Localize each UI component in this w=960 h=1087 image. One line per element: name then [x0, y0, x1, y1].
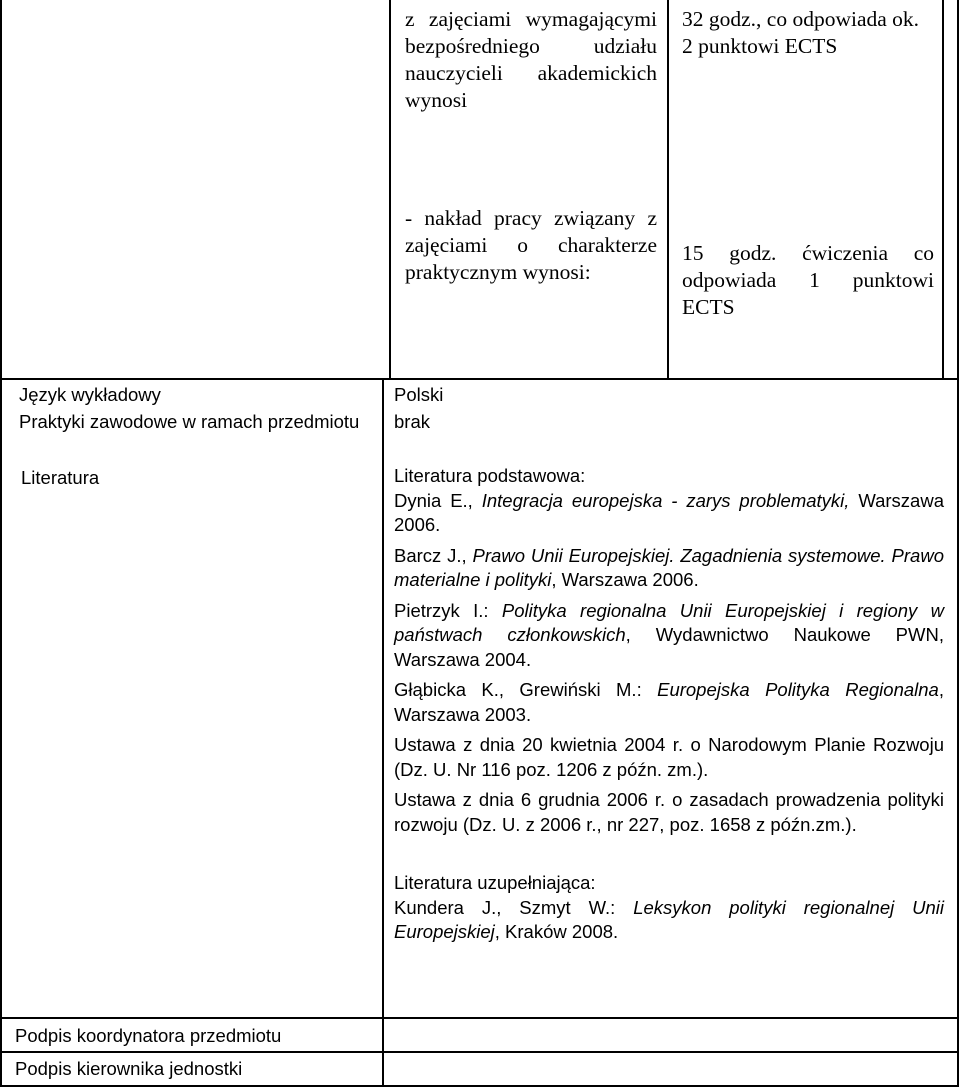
workload-direct-value: 32 godz., co odpowiada ok. 2 punktowi ECTS: [682, 7, 920, 58]
reference-author: Dynia E.,: [394, 489, 482, 511]
literature-label: Literatura: [21, 467, 100, 488]
reference-details: , Warszawa 2006.: [551, 569, 699, 590]
outer-right-border: [957, 0, 959, 1087]
reference-author: Głąbicka K., Grewiński M.:: [394, 679, 658, 700]
literature-reference: [394, 489, 944, 538]
supplementary-literature-heading: Literatura uzupełniająca:: [394, 872, 596, 893]
supplementary-literature-list: [394, 896, 944, 945]
workload-practical-label: - nakład pracy związany z zajęciami o charakterze praktycznym wynosi:: [405, 206, 657, 284]
signature-mid-border: [0, 1051, 959, 1053]
outer-left-border: [0, 0, 2, 1087]
top-table-right-border: [942, 0, 944, 379]
top-table-mid-border: [667, 0, 669, 379]
literature-reference: [394, 788, 944, 837]
main-table-top-border: [0, 378, 959, 380]
main-table-col-divider: [382, 378, 384, 1087]
basic-literature-heading: Literatura podstawowa:: [394, 465, 586, 486]
literature-reference: [394, 544, 944, 593]
reference-details: Warszawa 2006.: [394, 489, 944, 535]
workload-direct-label: z zajęciami wymagającymi bezpośredniego udziału nauczycieli akademickich wynosi: [405, 7, 657, 112]
language-label: Język wykładowy: [19, 384, 161, 405]
top-table-left-border: [389, 0, 391, 379]
literature-reference: [394, 733, 944, 782]
reference-author: Barcz J.,: [394, 544, 473, 566]
workload-practical-value: 15 godz. ćwiczenia co odpowiada 1 punktowi ECTS: [682, 241, 934, 319]
reference-author: Kundera J., Szmyt W.:: [394, 896, 634, 918]
reference-title: Leksykon polityki regionalnej Unii Europejskiej: [394, 896, 944, 942]
reference-title: Europejska Polityka Regionalna: [657, 679, 939, 700]
signature-top-border: [0, 1017, 959, 1019]
literature-reference: [394, 678, 944, 727]
reference-author: Pietrzyk I.:: [394, 599, 502, 621]
reference-details: , Kraków 2008.: [494, 921, 619, 942]
internship-label: [19, 410, 371, 435]
language-value: Polski: [394, 384, 444, 405]
reference-title: Integracja europejska - zarys problematyki,: [481, 489, 850, 511]
internship-value: brak: [394, 411, 430, 432]
reference-details: , Wydawnictwo Naukowe PWN, Warszawa 2004.: [394, 624, 944, 670]
literature-reference: [394, 896, 944, 945]
basic-literature-list: [394, 489, 944, 838]
reference-title: Polityka regionalna Unii Europejskiej i regiony w państwach członkowskich: [394, 599, 944, 645]
internship-label-text: Praktyki zawodowe w ramach przedmiotu: [19, 411, 360, 432]
head-signature-label: Podpis kierownika jednostki: [15, 1058, 243, 1079]
reference-details: Ustawa z dnia 6 grudnia 2006 r. o zasadach prowadzenia polityki rozwoju (Dz. U. z 2006 r., nr 227, poz. 1658 z późn.zm.).: [394, 789, 944, 835]
reference-title: Prawo Unii Europejskiej. Zagadnienia systemowe. Prawo materialne i polityki: [394, 544, 944, 590]
coordinator-signature-label: Podpis koordynatora przedmiotu: [15, 1025, 282, 1046]
reference-details: Ustawa z dnia 20 kwietnia 2004 r. o Narodowym Planie Rozwoju (Dz. U. Nr 116 poz. 1206 z późn. zm.).: [394, 734, 944, 780]
reference-details: , Warszawa 2003.: [394, 679, 944, 725]
literature-reference: [394, 599, 944, 673]
literature-content: [394, 464, 944, 945]
